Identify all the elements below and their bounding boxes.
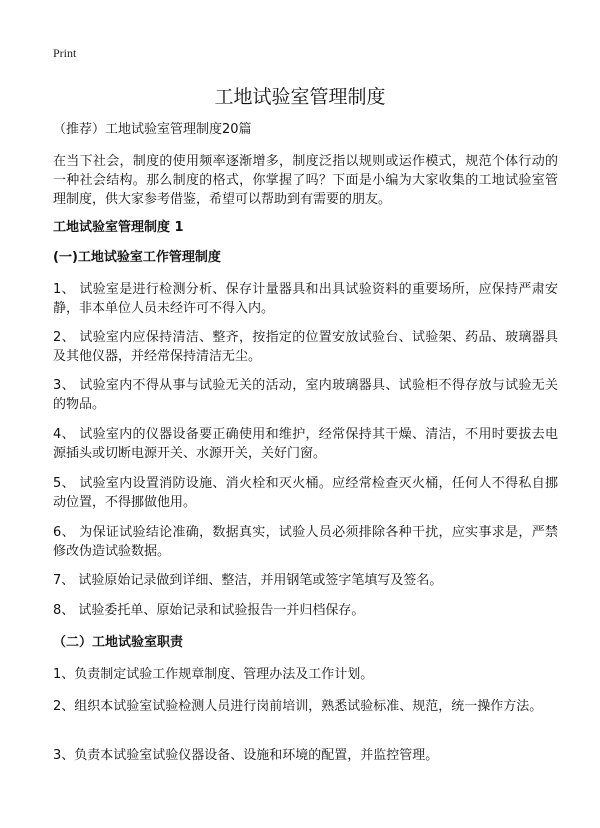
part-heading: （二）工地试验室职责: [53, 635, 184, 650]
list-item: 3、负责本试验室试验仪器设备、设施和环境的配置，并监控管理。: [53, 748, 439, 763]
list-item: 8、 试验委托单、原始记录和试验报告一并归档保存。: [53, 603, 365, 618]
list-item: 7、 试验原始记录做到详细、整洁，并用钢笔或签字笔填写及签名。: [53, 573, 443, 588]
page-title: 工地试验室管理制度: [214, 86, 386, 108]
list-item: 1、 试验室是进行检测分析、保存计量器具和出具试验资料的重要场所，应保持严肃安静，非本单位人员未经许可不得入内。: [53, 282, 558, 316]
section-heading: 工地试验室管理制度 1: [53, 220, 184, 235]
list-item: 5、 试验室内设置消防设施、消火栓和灭火桶。应经常检查灭火桶，任何人不得私自挪动位置，不得挪做他用。: [53, 476, 558, 510]
list-item: 1、负责制定试验工作规章制度、管理办法及工作计划。: [53, 667, 374, 682]
list-item: 2、组织本试验室试验检测人员进行岗前培训，熟悉试验标准、规范，统一操作方法。: [53, 699, 543, 714]
list-item: 4、 试验室内的仪器设备要正确使用和维护，经常保持其干燥、清洁，不用时要拔去电源插头或切断电源开关、水源开关，关好门窗。: [53, 427, 558, 461]
list-item: 6、 为保证试验结论准确，数据真实，试验人员必须排除各种干扰，应实事求是，严禁修改伪造试验数据。: [53, 525, 558, 559]
print-link[interactable]: Print: [53, 46, 77, 60]
list-item: 2、 试验室内应保持清洁、整齐，按指定的位置安放试验台、试验架、药品、玻璃器具及其他仪器，并经常保持清洁无尘。: [53, 330, 558, 364]
subtitle: （推荐）工地试验室管理制度20篇: [53, 122, 252, 137]
part-heading: (一)工地试验室工作管理制度: [53, 250, 221, 265]
list-item: 3、 试验室内不得从事与试验无关的活动，室内玻璃器具、试验柜不得存放与试验无关的物品。: [53, 378, 558, 412]
intro-paragraph: 在当下社会，制度的使用频率逐渐增多，制度泛指以规则或运作模式，规范个体行动的一种社会结构。那么制度的格式，你掌握了吗？下面是小编为大家收集的工地试验室管理制度，供大家参考借鉴，希望可以帮助到有需要的朋友。: [53, 154, 558, 207]
